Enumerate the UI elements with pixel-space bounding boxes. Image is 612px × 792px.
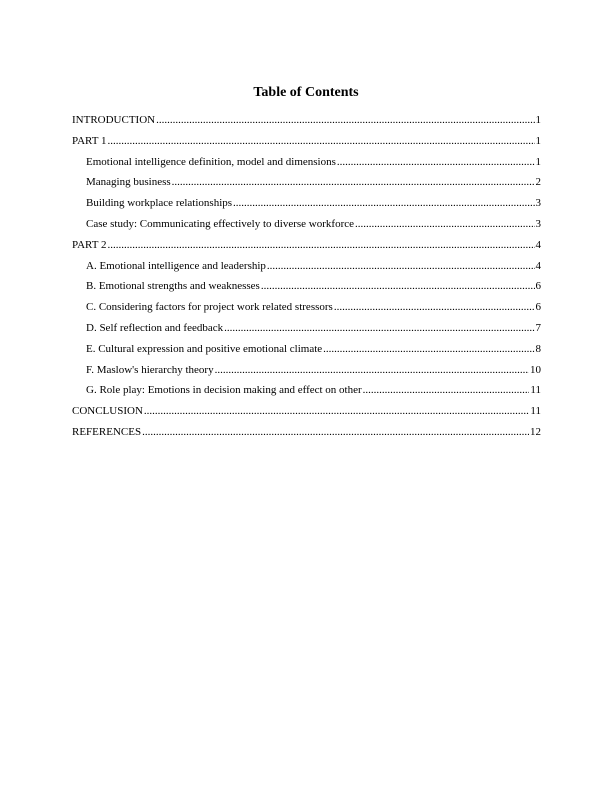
toc-dot-leader — [172, 175, 535, 189]
toc-entry-label: Building workplace relationships — [86, 197, 233, 210]
toc-entry-section-b[interactable] — [72, 279, 541, 300]
toc-entry-label: PART 1 — [72, 134, 107, 147]
toc-dot-leader — [337, 155, 535, 169]
toc-page-number: 1 — [535, 155, 541, 168]
toc-entry-label: F. Maslow's hierarchy theory — [86, 363, 214, 376]
toc-entry-label: Emotional intelligence definition, model and dimensions — [86, 155, 336, 168]
toc-page-number: 1 — [535, 114, 541, 126]
toc-dot-leader — [215, 363, 529, 377]
toc-entry-part-1[interactable] — [72, 134, 541, 155]
toc-entry-section-g[interactable] — [72, 383, 541, 404]
toc-entry-label: INTRODUCTION — [72, 114, 156, 126]
toc-entry-label: D. Self reflection and feedback — [86, 321, 224, 334]
toc-page-number: 6 — [535, 280, 541, 293]
toc-entry-references[interactable] — [72, 425, 541, 446]
toc-entry-label: Case study: Communicating effectively to diverse workforce — [86, 217, 355, 230]
toc-dot-leader — [108, 238, 535, 252]
toc-dot-leader — [144, 404, 530, 418]
toc-dot-leader — [224, 321, 534, 335]
toc-page-number: 11 — [530, 405, 541, 418]
toc-dot-leader — [267, 259, 535, 273]
toc-entry-label: G. Role play: Emotions in decision making and effect on other — [86, 384, 362, 397]
toc-dot-leader — [363, 383, 530, 397]
toc-entry-part-2[interactable] — [72, 238, 541, 259]
toc-dot-leader — [323, 342, 534, 356]
toc-page-number: 2 — [535, 176, 541, 189]
toc-dot-leader — [156, 113, 534, 127]
toc-page-number: 3 — [535, 217, 541, 230]
toc-page-number: 1 — [535, 134, 541, 147]
toc-page-number: 12 — [530, 425, 541, 438]
toc-entry-label: Managing business — [86, 176, 171, 189]
toc-dot-leader — [334, 300, 535, 314]
toc-entry-case-study[interactable] — [72, 217, 541, 238]
toc-dot-leader — [355, 217, 534, 231]
toc-entry-section-a[interactable] — [72, 259, 541, 280]
toc-entry-label: A. Emotional intelligence and leadership — [86, 259, 266, 272]
toc-title: Table of Contents — [253, 85, 359, 100]
toc-entry-managing-business[interactable] — [72, 175, 541, 196]
toc-page-number: 11 — [530, 384, 541, 397]
toc-entry-label: C. Considering factors for project work related stressors — [86, 301, 333, 314]
toc-entry-label: CONCLUSION — [72, 405, 143, 418]
toc-dot-leader — [233, 196, 534, 210]
toc-page-number: 7 — [535, 321, 541, 334]
toc-dot-leader — [261, 279, 535, 293]
toc-entry-introduction[interactable] — [72, 113, 541, 134]
toc-dot-leader — [142, 425, 529, 439]
toc-entry-label: PART 2 — [72, 238, 107, 251]
toc-page-number: 4 — [535, 259, 541, 272]
toc-entry-section-c[interactable] — [72, 300, 541, 321]
toc-entry-conclusion[interactable] — [72, 404, 541, 425]
toc-entry-ei-definition[interactable] — [72, 155, 541, 176]
toc-page-number: 4 — [535, 238, 541, 251]
toc-page-number: 3 — [535, 197, 541, 210]
toc-page-number: 6 — [535, 301, 541, 314]
toc-dot-leader — [108, 134, 535, 148]
toc-entry-label: E. Cultural expression and positive emotional climate — [86, 342, 323, 355]
toc-page-number: 8 — [535, 342, 541, 355]
toc-entry-label: B. Emotional strengths and weaknesses — [86, 280, 260, 293]
toc-list — [72, 113, 541, 446]
toc-entry-workplace-relationships[interactable] — [72, 196, 541, 217]
toc-entry-section-f[interactable] — [72, 363, 541, 384]
toc-entry-label: REFERENCES — [72, 425, 142, 438]
toc-entry-section-d[interactable] — [72, 321, 541, 342]
toc-entry-section-e[interactable] — [72, 342, 541, 363]
toc-page-number: 10 — [530, 363, 541, 376]
